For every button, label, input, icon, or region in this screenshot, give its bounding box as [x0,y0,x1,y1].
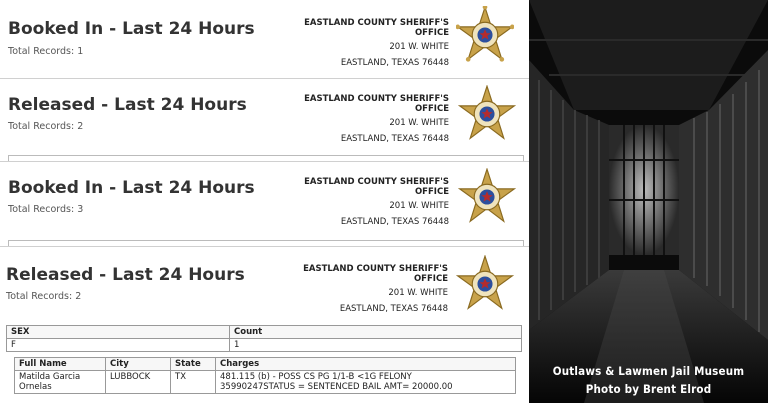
column-header-count: Count [230,326,522,339]
office-name-2: OFFICE [413,274,448,284]
charges-cell [216,371,516,394]
photo-caption-credit: Photo by Brent Elrod [585,382,712,396]
total-records: Total Records: 3 [8,204,84,215]
office-street: 201 W. WHITE [389,118,449,128]
page-title: Released - Last 24 Hours [6,265,245,285]
column-header-state: State [171,358,216,371]
office-name: EASTLAND COUNTY SHERIFF'S [304,177,449,187]
count-cell: 1 [230,339,522,352]
column-header-sex: SEX [7,326,230,339]
released-panel-1 [0,79,529,161]
inmate-table [14,357,516,394]
charge-line: 481.115 (b) - POSS CS PG 1/1-B <1G FELONY [220,372,412,382]
office-name: EASTLAND COUNTY SHERIFF'S [304,94,449,104]
sheriff-badge-icon [456,255,514,313]
office-street: 201 W. WHITE [389,42,449,52]
sheriff-badge-icon [458,168,516,226]
sheriff-badge-icon [458,85,516,143]
sheriff-badge-icon [456,6,514,64]
office-name-2: OFFICE [414,104,449,114]
office-street: 201 W. WHITE [389,201,449,211]
booked-in-panel-1 [0,0,529,78]
state-cell: TX [171,371,216,394]
city-cell: LUBBOCK [106,371,171,394]
office-address [279,18,449,70]
table-header-row [7,326,522,339]
column-header-charges: Charges [216,358,516,371]
jail-corridor-photo [529,0,768,403]
page-title: Released - Last 24 Hours [8,95,247,115]
corridor-image [529,0,768,403]
page-title: Booked In - Last 24 Hours [8,178,255,198]
office-street: 201 W. WHITE [388,288,448,298]
total-records: Total Records: 1 [8,46,84,57]
name-line: Matilda Garcia [19,372,81,382]
sex-cell: F [7,339,230,352]
booked-in-panel-2 [0,162,529,246]
total-records: Total Records: 2 [8,121,84,132]
total-records: Total Records: 2 [6,291,82,302]
page-title: Booked In - Last 24 Hours [8,19,255,39]
column-header-full-name: Full Name [15,358,106,371]
sex-count-table [6,325,522,352]
charge-line: 35990247STATUS = SENTENCED BAIL AMT= 20000.00 [220,382,453,392]
table-header-row [15,358,516,371]
office-city: EASTLAND, TEXAS 76448 [340,58,449,68]
office-name: EASTLAND COUNTY SHERIFF'S [304,18,449,28]
office-address [279,94,449,146]
office-city: EASTLAND, TEXAS 76448 [340,217,449,227]
office-city: EASTLAND, TEXAS 76448 [339,304,448,314]
released-panel-2 [0,247,529,403]
office-city: EASTLAND, TEXAS 76448 [340,134,449,144]
table-row [7,339,522,352]
table-row [15,371,516,394]
name-line: Ornelas [19,382,52,392]
office-name-2: OFFICE [414,28,449,38]
office-name-2: OFFICE [414,187,449,197]
office-name: EASTLAND COUNTY SHERIFF'S [303,264,448,274]
full-name-cell[interactable] [15,371,106,394]
office-address [278,264,448,316]
photo-caption-title: Outlaws & Lawmen Jail Museum [552,364,745,378]
office-address [279,177,449,229]
column-header-city: City [106,358,171,371]
